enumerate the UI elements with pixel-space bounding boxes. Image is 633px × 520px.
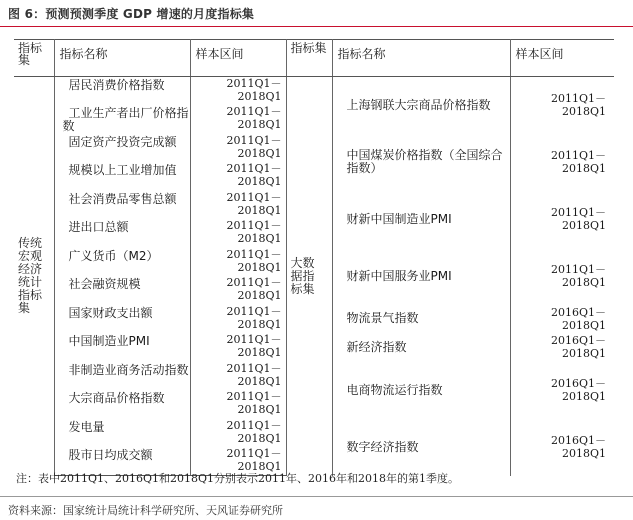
sample-range-right: 2016Q1－2018Q1: [550, 434, 606, 460]
sample-range-left: 2011Q1－2018Q1: [190, 276, 286, 305]
header-category-right: 指标集: [286, 40, 332, 77]
indicator-name-left: 社会消费品零售总额: [54, 191, 190, 220]
sample-range-left: 2011Q1－2018Q1: [190, 447, 286, 476]
sample-range-left: 2011Q1－2018Q1: [190, 77, 286, 106]
sample-range-left: 2011Q1－2018Q1: [190, 248, 286, 277]
header-sample-range-left: 样本区间: [190, 40, 286, 77]
indicator-name-right: 数字经济指数: [332, 419, 510, 476]
indicator-name-right: 上海钢联大宗商品价格指数: [332, 77, 510, 134]
header-indicator-name-right: 指标名称: [332, 40, 510, 77]
sample-range-right: 2016Q1－2018Q1: [550, 305, 606, 332]
indicator-name-right: 中国煤炭价格指数（全国综合指数）: [332, 134, 510, 191]
sample-range-left: 2011Q1－2018Q1: [190, 219, 286, 248]
table-row: [14, 77, 614, 106]
header-indicator-name-left: 指标名称: [54, 40, 190, 77]
table-header-row: [14, 40, 614, 77]
sample-range-right: 2011Q1－2018Q1: [550, 206, 606, 232]
indicator-name-left: 进出口总额: [54, 219, 190, 248]
sample-range-left: 2011Q1－2018Q1: [190, 362, 286, 391]
indicator-name-left: 社会融资规模: [54, 276, 190, 305]
indicator-name-left: 规模以上工业增加值: [54, 162, 190, 191]
indicator-name-right: 电商物流运行指数: [332, 362, 510, 419]
indicator-name-right: 物流景气指数: [332, 305, 510, 334]
figure-title: 图 6：预测预测季度 GDP 增速的月度指标集: [8, 7, 255, 21]
indicator-table: [14, 39, 614, 476]
sample-range-right: 2016Q1－2018Q1: [550, 334, 606, 361]
indicator-name-left: 国家财政支出额: [54, 305, 190, 334]
category-bigdata: 大数据指标集: [286, 77, 332, 476]
sample-range-left: 2011Q1－2018Q1: [190, 191, 286, 220]
indicator-name-left: 股市日均成交额: [54, 447, 190, 476]
header-sample-range-right: 样本区间: [510, 40, 614, 77]
indicator-name-left: 大宗商品价格指数: [54, 390, 190, 419]
sample-range-left: 2011Q1－2018Q1: [190, 333, 286, 362]
indicator-name-right: 财新中国制造业PMI: [332, 191, 510, 248]
sample-range-right: 2011Q1－2018Q1: [550, 92, 606, 119]
title-divider: [0, 26, 633, 27]
table-note: 注：表中2011Q1、2016Q1和2018Q1分别表示2011年、2016年和2018年的第1季度。: [16, 472, 460, 485]
indicator-name-left: 中国制造业PMI: [54, 333, 190, 362]
sample-range-left: 2011Q1－2018Q1: [190, 390, 286, 419]
header-category-left: 指标集: [14, 40, 54, 77]
category-traditional: 传统宏观经济统计指标集: [14, 77, 54, 476]
source-text: 资料来源：国家统计局统计科学研究所、天风证券研究所: [8, 504, 283, 517]
sample-range-left: 2011Q1－2018Q1: [190, 105, 286, 134]
indicator-name-right: 财新中国服务业PMI: [332, 248, 510, 305]
indicator-name-left: 居民消费价格指数: [54, 77, 190, 106]
sample-range-right: 2011Q1－2018Q1: [550, 263, 606, 289]
indicator-name-right: 新经济指数: [332, 333, 510, 362]
sample-range-left: 2011Q1－2018Q1: [190, 134, 286, 163]
figure-title-bar: [0, 0, 633, 24]
indicator-name-left: 发电量: [54, 419, 190, 448]
indicator-name-left: 非制造业商务活动指数: [54, 362, 190, 391]
indicator-name-left: 广义货币（M2）: [54, 248, 190, 277]
sample-range-right: 2016Q1－2018Q1: [550, 377, 606, 403]
indicator-name-left: 固定资产投资完成额: [54, 134, 190, 163]
source-divider: [0, 496, 633, 497]
sample-range-left: 2011Q1－2018Q1: [190, 162, 286, 191]
sample-range-left: 2011Q1－2018Q1: [190, 419, 286, 448]
indicator-name-left: 工业生产者出厂价格指数: [54, 105, 190, 134]
sample-range-left: 2011Q1－2018Q1: [190, 305, 286, 334]
sample-range-right: 2011Q1－2018Q1: [550, 149, 606, 175]
